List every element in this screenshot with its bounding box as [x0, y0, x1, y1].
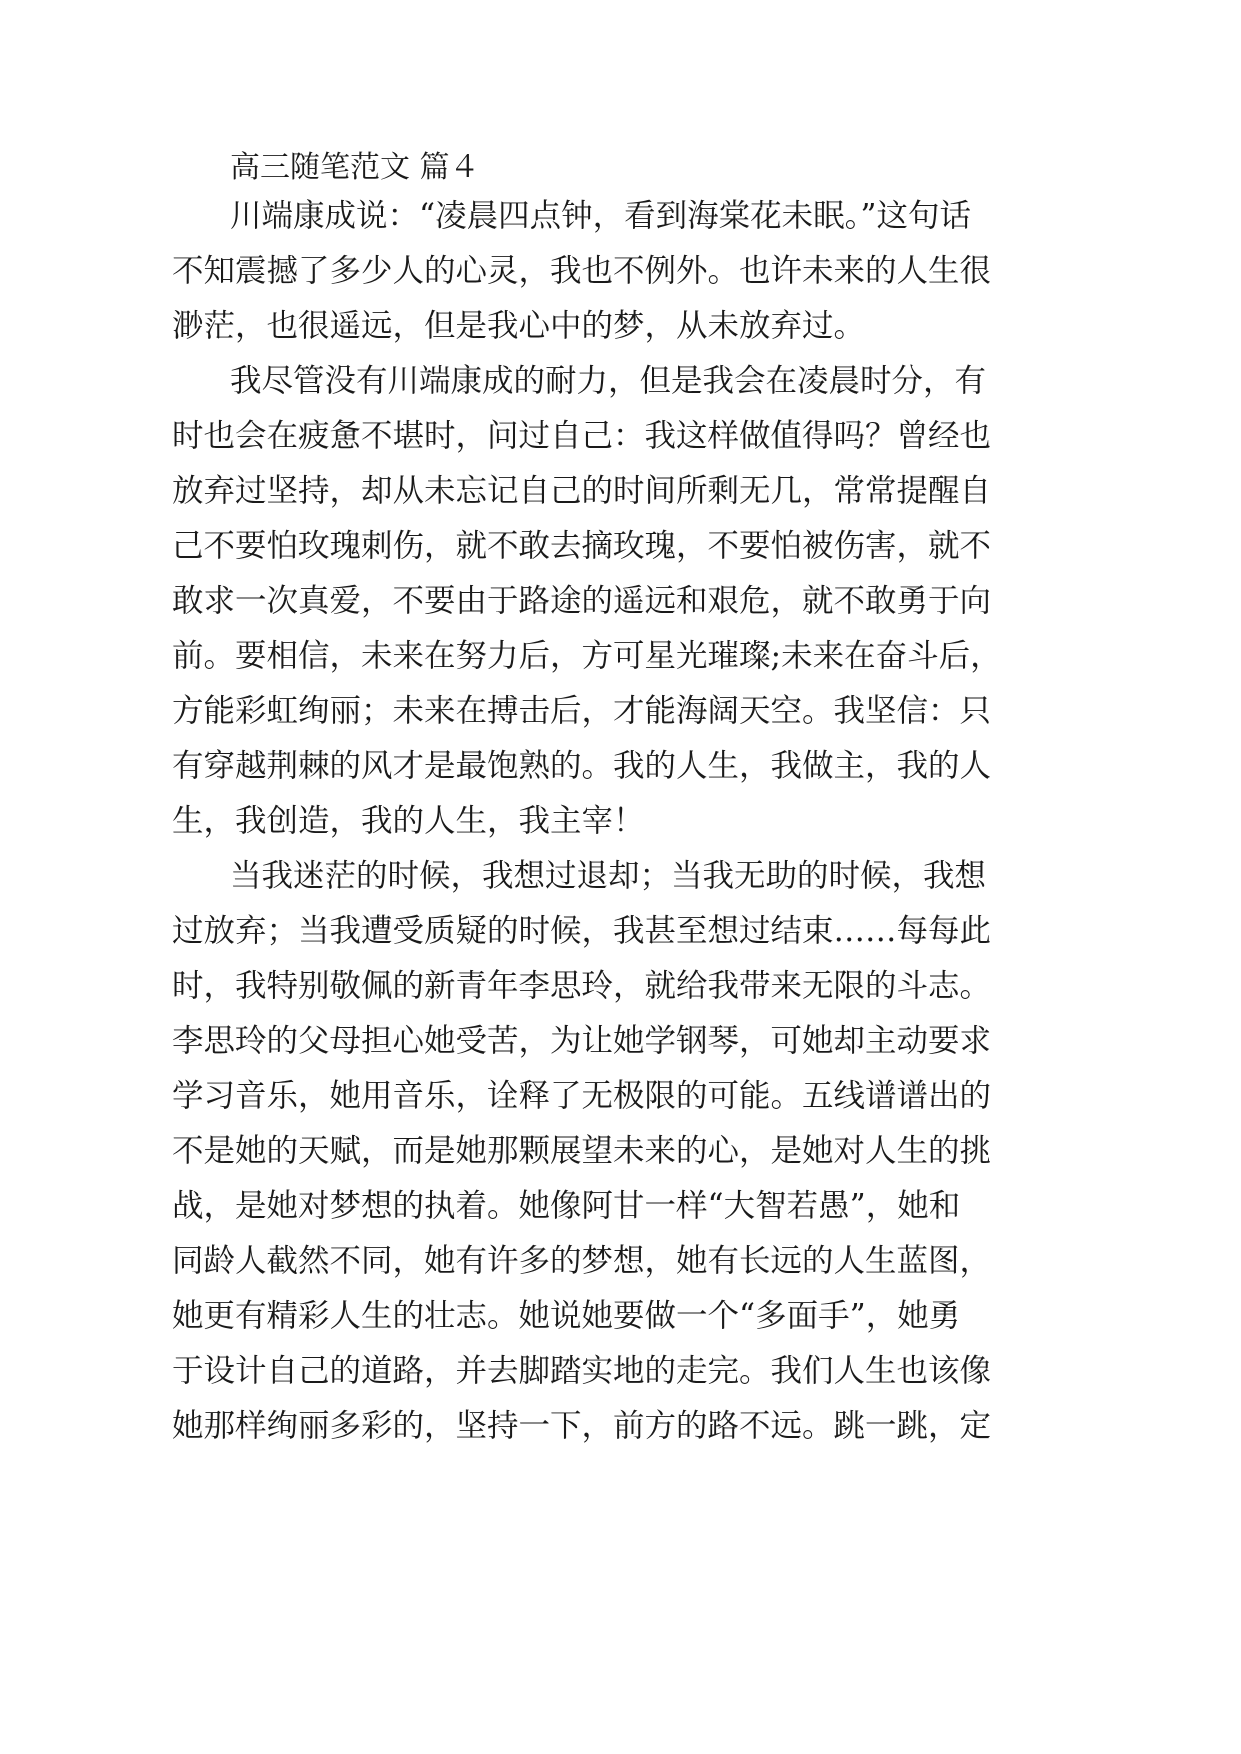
- paragraph-line: 她那样绚丽多彩的，坚持一下，前方的路不远。跳一跳，定: [172, 1408, 992, 1444]
- paragraph-line: 过放弃；当我遭受质疑的时候，我甚至想过结束……每每此: [172, 913, 992, 949]
- paragraph-line: 学习音乐，她用音乐，诠释了无极限的可能。五线谱谱出的: [172, 1078, 992, 1114]
- paragraph-line: 己不要怕玫瑰刺伤，就不敢去摘玫瑰，不要怕被伤害，就不: [172, 528, 992, 564]
- paragraph-line: 敢求一次真爱，不要由于路途的遥远和艰危，就不敢勇于向: [172, 583, 992, 619]
- paragraph-line: 李思玲的父母担心她受苦，为让她学钢琴，可她却主动要求: [172, 1023, 992, 1059]
- paragraph-line: 前。要相信，未来在努力后，方可星光璀璨;未来在奋斗后，: [172, 638, 1002, 674]
- paragraph-line: 时也会在疲惫不堪时，问过自己：我这样做值得吗？曾经也: [172, 418, 992, 454]
- paragraph-line: 她更有精彩人生的壮志。她说她要做一个“多面手”，她勇: [172, 1298, 961, 1334]
- paragraph-line: 生，我创造，我的人生，我主宰！: [172, 803, 645, 839]
- paragraph-line: 于设计自己的道路，并去脚踏实地的走完。我们人生也该像: [172, 1353, 992, 1389]
- paragraph-line: 不是她的天赋，而是她那颗展望未来的心，是她对人生的挑: [172, 1133, 992, 1169]
- paragraph-line: 有穿越荆棘的风才是最饱熟的。我的人生，我做主，我的人: [172, 748, 992, 784]
- paragraph-line: 渺茫，也很遥远，但是我心中的梦，从未放弃过。: [172, 308, 866, 344]
- paragraph-line: 不知震撼了多少人的心灵，我也不例外。也许未来的人生很: [172, 253, 992, 289]
- paragraph-line: 同龄人截然不同，她有许多的梦想，她有长远的人生蓝图，: [172, 1243, 992, 1279]
- paragraph-line: 方能彩虹绚丽；未来在搏击后，才能海阔天空。我坚信：只: [172, 693, 992, 729]
- paragraph-line: 川端康成说：“凌晨四点钟，看到海棠花未眠。”这句话: [230, 198, 971, 234]
- paragraph-line: 我尽管没有川端康成的耐力，但是我会在凌晨时分，有: [230, 363, 987, 399]
- section-title: 高三随笔范文 篇４: [230, 150, 480, 185]
- paragraph-line: 当我迷茫的时候，我想过退却；当我无助的时候，我想: [230, 858, 987, 894]
- paragraph-line: 战，是她对梦想的执着。她像阿甘一样“大智若愚”，她和: [172, 1188, 961, 1224]
- paragraph-line: 时，我特别敬佩的新青年李思玲，就给我带来无限的斗志。: [172, 968, 992, 1004]
- paragraph-line: 放弃过坚持，却从未忘记自己的时间所剩无几，常常提醒自: [172, 473, 992, 509]
